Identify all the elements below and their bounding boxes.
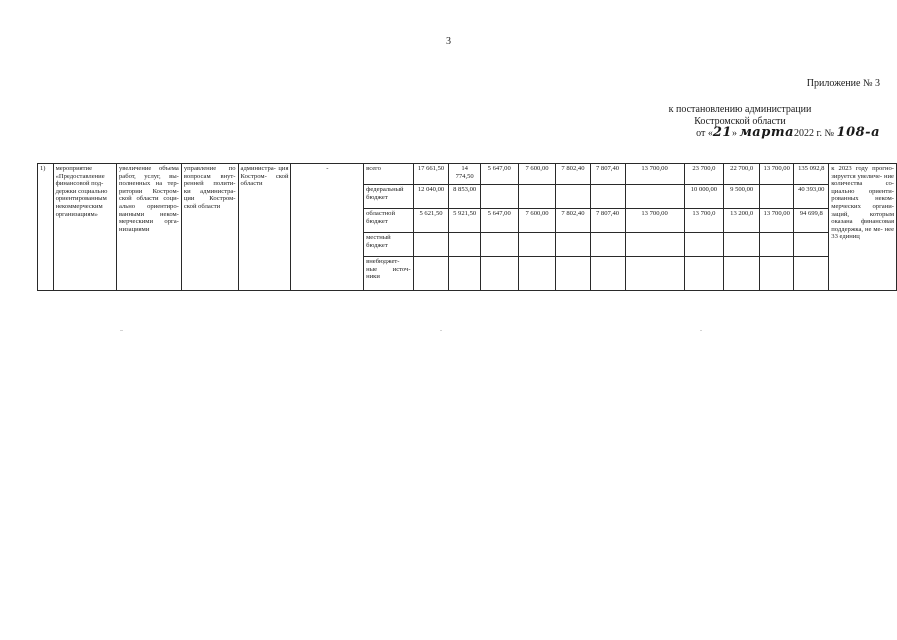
value-cell — [590, 233, 625, 257]
scan-speck — [700, 330, 702, 331]
value-cell: 5 921,50 — [449, 209, 480, 233]
value-cell — [760, 257, 794, 291]
source-cell: внебюджет- ные источ- ники — [364, 257, 413, 291]
handwritten-number: 108-а — [836, 125, 880, 140]
value-cell — [625, 185, 684, 209]
handwritten-month: марта — [739, 125, 795, 140]
source-cell: областной бюджет — [364, 209, 413, 233]
value-cell: 9 500,00 — [724, 185, 760, 209]
value-cell: 7 802,40 — [556, 164, 590, 185]
value-cell: 12 040,00 — [413, 185, 449, 209]
appendix-title: Приложение № 3 — [806, 78, 880, 89]
value-cell — [625, 257, 684, 291]
value-cell: 40 393,00 — [794, 185, 829, 209]
value-cell — [480, 185, 518, 209]
value-cell — [518, 233, 556, 257]
executor1-cell: управление по вопросам внут- ренней полити- ки администра- ции Костром- ской области — [181, 164, 238, 291]
value-cell — [794, 257, 829, 291]
value-cell — [794, 233, 829, 257]
value-cell — [518, 257, 556, 291]
value-cell: 14 774,50 — [449, 164, 480, 185]
value-cell: 135 092,8 — [794, 164, 829, 185]
value-cell: 7 600,00 — [518, 164, 556, 185]
source-cell: федеральный бюджет — [364, 185, 413, 209]
value-cell: 7 802,40 — [556, 209, 590, 233]
value-cell: 13 700,00 — [625, 209, 684, 233]
value-cell: 22 700,0 — [724, 164, 760, 185]
value-cell: 13 700,00 — [625, 164, 684, 185]
source-cell: местный бюджет — [364, 233, 413, 257]
value-cell: 8 853,00 — [449, 185, 480, 209]
value-cell — [556, 257, 590, 291]
date-prefix: от « — [696, 128, 713, 139]
scan-speck — [120, 330, 123, 331]
source-cell: всего — [364, 164, 413, 185]
dash-cell: - — [291, 164, 364, 291]
value-cell: 94 699,8 — [794, 209, 829, 233]
page-number: 3 — [446, 36, 451, 47]
appendix-date-line — [600, 127, 880, 140]
value-cell — [480, 257, 518, 291]
row-index: 1) — [38, 164, 54, 291]
value-cell: 5 647,00 — [480, 164, 518, 185]
value-cell — [760, 185, 794, 209]
executor2-cell: администра- ция Костром- ской области — [238, 164, 291, 291]
value-cell — [684, 257, 724, 291]
value-cell — [724, 257, 760, 291]
value-cell — [684, 233, 724, 257]
scan-speck — [440, 330, 442, 331]
value-cell — [449, 233, 480, 257]
value-cell: 13 200,0 — [724, 209, 760, 233]
value-cell: 13 700,00 — [760, 164, 794, 185]
date-year: 2022 г. № — [794, 128, 835, 139]
value-cell: 5 647,00 — [480, 209, 518, 233]
value-cell: 7 600,00 — [518, 209, 556, 233]
value-cell — [625, 233, 684, 257]
result-cell: к 2023 году прогно- зируется увеличе- ние количества со- циально ориенти- рованных неком- мерческих органи- заций, которым оказана финансовая поддержка, не ме- нее 33 единиц — [829, 164, 897, 291]
value-cell: 7 807,40 — [590, 209, 625, 233]
value-cell — [760, 233, 794, 257]
goal-cell: увеличение объема работ, услуг, вы- полненных на тер- ритории Костром- ской области соци- ально ориентиро- ванными неком- мерческими орга- низациями — [116, 164, 181, 291]
value-cell: 13 700,0 — [684, 209, 724, 233]
measure-cell: мероприятие «Предоставление финансовой под- держки социально ориентированным некоммерческим организациям» — [53, 164, 116, 291]
handwritten-day: 21 — [712, 125, 732, 140]
value-cell — [413, 233, 449, 257]
value-cell — [590, 185, 625, 209]
value-cell — [590, 257, 625, 291]
program-table — [37, 163, 897, 291]
value-cell — [724, 233, 760, 257]
appendix-line1: к постановлению администрации — [668, 104, 812, 115]
date-mid: » — [731, 128, 737, 139]
value-cell: 7 807,40 — [590, 164, 625, 185]
value-cell: 13 700,00 — [760, 209, 794, 233]
value-cell — [556, 185, 590, 209]
value-cell: 17 661,50 — [413, 164, 449, 185]
value-cell — [556, 233, 590, 257]
appendix-line2: Костромской области — [694, 116, 786, 127]
value-cell — [449, 257, 480, 291]
value-cell — [413, 257, 449, 291]
value-cell — [480, 233, 518, 257]
value-cell: 5 621,50 — [413, 209, 449, 233]
value-cell — [518, 185, 556, 209]
value-cell: 23 700,0 — [684, 164, 724, 185]
value-cell: 10 000,00 — [684, 185, 724, 209]
